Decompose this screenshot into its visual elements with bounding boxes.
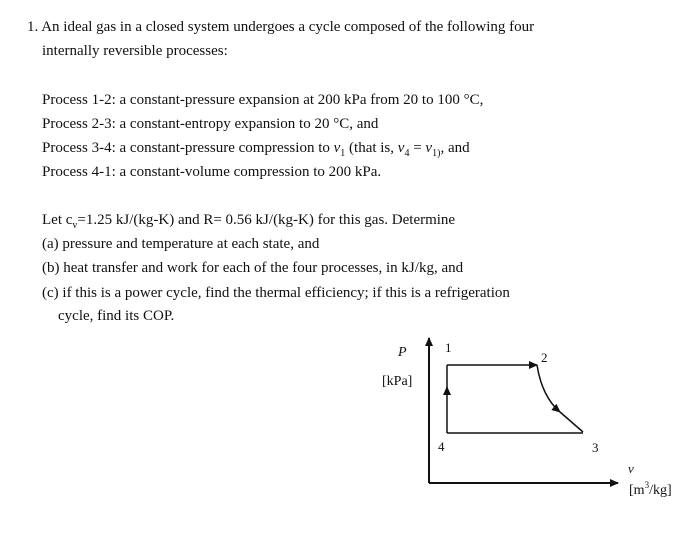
x-axis-label: v bbox=[628, 461, 634, 476]
process-text: a constant-pressure compression to bbox=[119, 140, 334, 156]
state-label-4: 4 bbox=[438, 439, 445, 454]
var-v: v bbox=[397, 140, 405, 156]
process-curve-2-3 bbox=[537, 365, 560, 412]
state-label-2: 2 bbox=[541, 350, 548, 365]
x-unit-text: /kg] bbox=[649, 483, 672, 498]
given-text: Let c bbox=[42, 212, 73, 228]
process-curve-2-3-tail bbox=[560, 412, 583, 432]
var-v: v bbox=[425, 140, 433, 156]
process-label: Process 4-1: bbox=[42, 164, 116, 180]
process-text: , and bbox=[440, 140, 470, 156]
question-a: (a) pressure and temperature at each state, and bbox=[42, 236, 320, 252]
subscript: 1 bbox=[340, 148, 346, 159]
problem-intro-text: An ideal gas in a closed system undergoes a cycle composed of the following four bbox=[41, 19, 535, 35]
y-axis-unit: [kPa] bbox=[382, 374, 413, 389]
x-axis-unit bbox=[629, 480, 672, 498]
question-c: (c) if this is a power cycle, find the thermal efficiency; if this is a refrigeration bbox=[42, 285, 510, 301]
process-text: = bbox=[409, 140, 426, 156]
problem-number: 1. bbox=[27, 19, 39, 35]
process-label: Process 1-2: bbox=[42, 92, 116, 108]
problem-intro-line2: internally reversible processes: bbox=[42, 43, 228, 59]
state-label-3: 3 bbox=[592, 440, 599, 455]
process-text: a constant-volume compression to 200 kPa. bbox=[119, 164, 382, 180]
process-label: Process 3-4: bbox=[42, 140, 116, 156]
process-text: a constant-pressure expansion at 200 kPa from 20 to 100 °C, bbox=[119, 92, 484, 108]
subscript: v bbox=[72, 220, 78, 231]
state-label-1: 1 bbox=[445, 340, 452, 355]
y-axis-label: P bbox=[398, 345, 407, 360]
process-text: (that is, bbox=[345, 140, 398, 156]
var-v: v bbox=[333, 140, 341, 156]
process-text: a constant-entropy expansion to 20 °C, and bbox=[119, 116, 379, 132]
x-unit-superscript: 3 bbox=[644, 480, 650, 490]
subscript: 1) bbox=[432, 148, 441, 159]
question-c-cont: cycle, find its COP. bbox=[58, 308, 175, 324]
subscript: 4 bbox=[404, 148, 410, 159]
x-unit-text: [m bbox=[629, 483, 645, 498]
question-b: (b) heat transfer and work for each of the four processes, in kJ/kg, and bbox=[42, 260, 464, 276]
process-label: Process 2-3: bbox=[42, 116, 116, 132]
given-text: =1.25 kJ/(kg-K) and R= 0.56 kJ/(kg-K) for this gas. Determine bbox=[77, 212, 456, 228]
